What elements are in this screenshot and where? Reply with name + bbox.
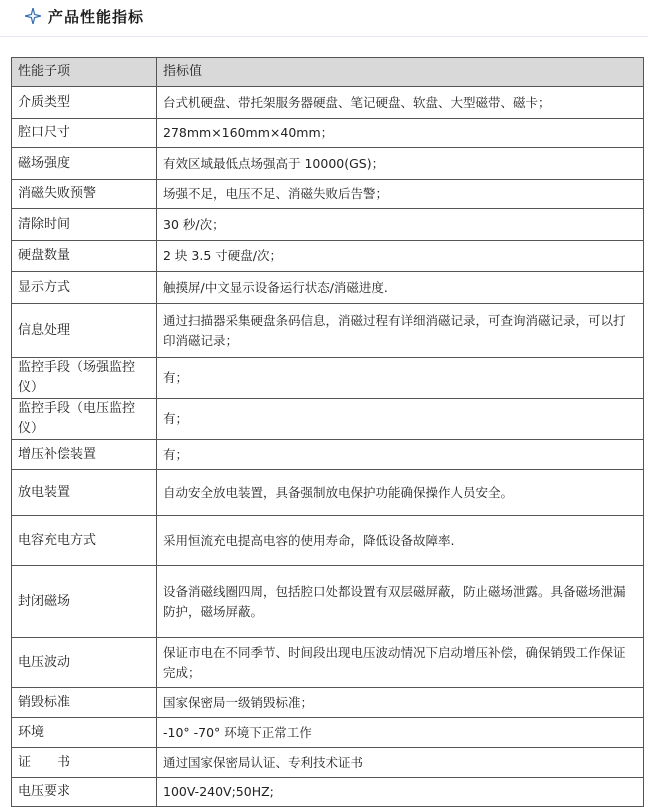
row-label: 硬盘数量 (12, 241, 157, 272)
row-value: 台式机硬盘、带托架服务器硬盘、笔记硬盘、软盘、大型磁带、磁卡； (157, 87, 644, 119)
table-header-row (12, 58, 644, 87)
table-row (12, 566, 644, 638)
table-row (12, 87, 644, 119)
table-row (12, 688, 644, 718)
row-value: 保证市电在不同季节、时间段出现电压波动情况下启动增压补偿，确保销毁工作保证完成； (157, 638, 644, 688)
table-row (12, 399, 644, 440)
sparkle-icon (22, 5, 44, 27)
row-value: 有效区域最低点场强高于 10000(GS)； (157, 148, 644, 180)
row-label: 显示方式 (12, 272, 157, 304)
row-value: 国家保密局一级销毁标准； (157, 688, 644, 718)
row-label: 电容充电方式 (12, 516, 157, 566)
row-value: 30 秒/次； (157, 209, 644, 241)
row-label: 证 书 (12, 748, 157, 778)
row-label: 电压波动 (12, 638, 157, 688)
table-row (12, 718, 644, 748)
row-value: 触摸屏/中文显示设备运行状态/消磁进度. (157, 272, 644, 304)
heading-divider (0, 36, 648, 37)
row-value: 有； (157, 399, 644, 440)
table-row (12, 180, 644, 209)
row-value: 采用恒流充电提高电容的使用寿命，降低设备故障率. (157, 516, 644, 566)
row-label: 信息处理 (12, 304, 157, 358)
row-label: 清除时间 (12, 209, 157, 241)
row-label: 磁场强度 (12, 148, 157, 180)
row-label: 放电装置 (12, 470, 157, 516)
row-value: 2 块 3.5 寸硬盘/次； (157, 241, 644, 272)
row-label: 销毁标准 (12, 688, 157, 718)
column-header-value: 指标值 (157, 58, 644, 87)
row-value: 设备消磁线圈四周，包括腔口处都设置有双层磁屏蔽，防止磁场泄露。具备磁场泄漏防护，磁场屏蔽。 (157, 566, 644, 638)
row-label: 增压补偿装置 (12, 440, 157, 470)
page-title: 产品性能指标 (48, 7, 145, 26)
table-row (12, 241, 644, 272)
column-header-item: 性能子项 (12, 58, 157, 87)
row-value: 278mm×160mm×40mm； (157, 119, 644, 148)
section-heading (0, 0, 648, 32)
row-value: 100V-240V;50HZ; (157, 778, 644, 807)
row-value: -10° -70° 环境下正常工作 (157, 718, 644, 748)
table-row (12, 748, 644, 778)
row-label: 电压要求 (12, 778, 157, 807)
table-row (12, 470, 644, 516)
row-value: 有； (157, 358, 644, 399)
row-label: 监控手段（电压监控仪） (12, 399, 157, 440)
row-value: 自动安全放电装置，具备强制放电保护功能确保操作人员安全。 (157, 470, 644, 516)
spec-table (11, 57, 644, 807)
table-row (12, 119, 644, 148)
table-row (12, 272, 644, 304)
row-label: 监控手段（场强监控仪） (12, 358, 157, 399)
row-label: 封闭磁场 (12, 566, 157, 638)
row-label: 消磁失败预警 (12, 180, 157, 209)
row-label: 介质类型 (12, 87, 157, 119)
table-row (12, 358, 644, 399)
table-row (12, 638, 644, 688)
table-row (12, 778, 644, 807)
row-value: 通过国家保密局认证、专利技术证书 (157, 748, 644, 778)
row-label: 环境 (12, 718, 157, 748)
row-value: 场强不足，电压不足、消磁失败后告警； (157, 180, 644, 209)
table-row (12, 516, 644, 566)
row-label: 腔口尺寸 (12, 119, 157, 148)
table-row (12, 304, 644, 358)
table-row (12, 440, 644, 470)
row-value: 通过扫描器采集硬盘条码信息，消磁过程有详细消磁记录，可查询消磁记录，可以打印消磁记录； (157, 304, 644, 358)
table-row (12, 148, 644, 180)
table-row (12, 209, 644, 241)
row-value: 有； (157, 440, 644, 470)
